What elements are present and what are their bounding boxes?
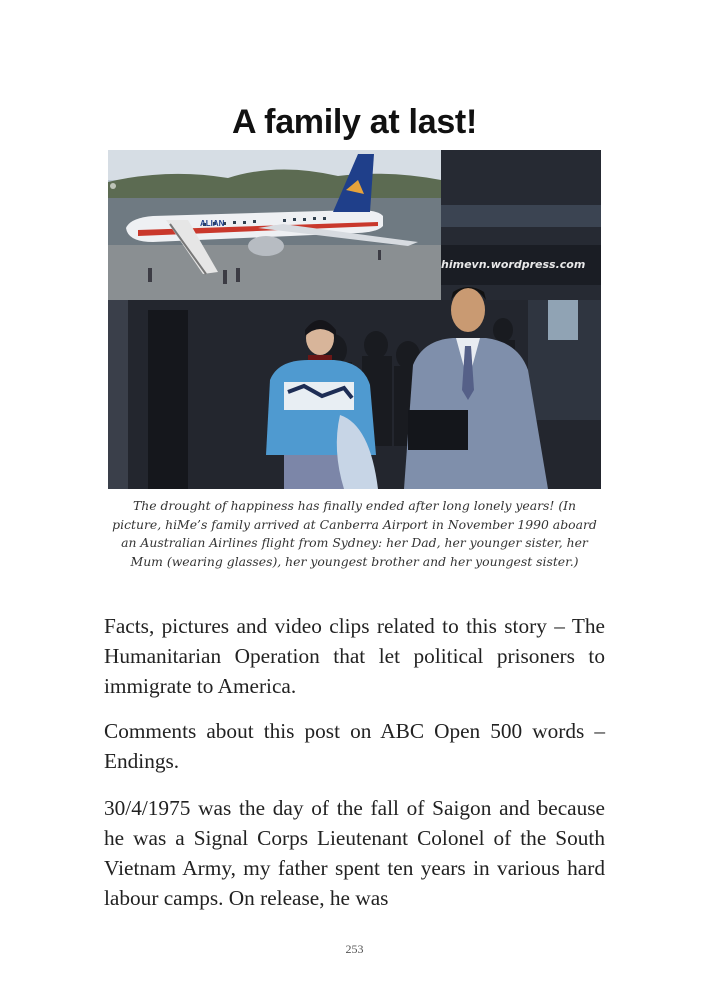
paragraph-story: 30/4/1975 was the day of the fall of Saigon and because he was a Signal Corps Lieutenant Colonel of the South Vietnam Army, my father spent ten years in various hard labour camps. On release, he was xyxy=(104,796,605,910)
aircraft-livery-text: ALIAN xyxy=(200,219,225,228)
photo-caption: The drought of happiness has finally ended after long lonely years! (In picture, hiMe’s family arrived at Canberra Airport in November 1990 aboard an Australian Airlines flight from Sydney: her Dad, her younger sister, her Mum (wearing glasses), her youngest brother and her youngest sister.) xyxy=(112,498,597,569)
airplane-inset xyxy=(108,150,441,300)
page-number: 253 xyxy=(345,942,364,956)
paragraph-links-facts: Facts, pictures and video clips related to this story – The Humanitarian Operation that let political prisoners to immigrate to America. xyxy=(104,614,605,698)
page-title: A family at last! xyxy=(232,102,477,141)
family-photo xyxy=(108,150,601,489)
paragraph-comments: Comments about this post on ABC Open 500 words – Endings. xyxy=(104,719,605,773)
photo-watermark: himevn.wordpress.com xyxy=(441,258,586,271)
